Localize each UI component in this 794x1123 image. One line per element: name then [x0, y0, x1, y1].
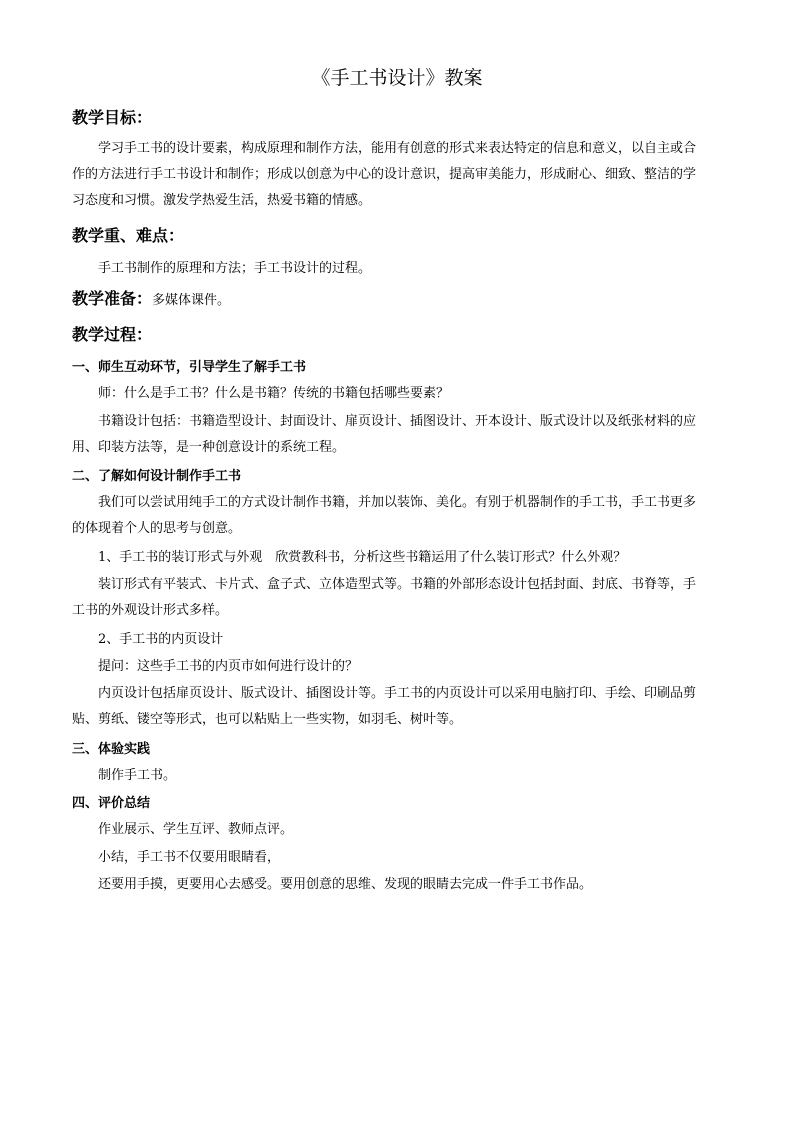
section-2-heading: 二、了解如何设计制作手工书 — [72, 469, 242, 484]
preparation-text: 多媒体课件。 — [152, 293, 231, 308]
section-3-paragraph: 制作手工书。 — [98, 768, 177, 783]
section-4-heading: 四、评价总结 — [72, 796, 151, 811]
section-4-paragraph: 作业展示、学生互评、教师点评。 — [98, 822, 294, 837]
goals-text: 学习手工书的设计要素，构成原理和制作方法，能用有创意的形式来表达特定的信息和意义，以自主或合作的方法进行手工书设计和制作；形成以创意为中心的设计意识，提高审美能力，形成耐心、细致、整洁的学习态度和习惯。激发学热爱生活，热爱书籍的情感。 — [72, 141, 697, 208]
section-2-paragraph: 2、手工书的内页设计 — [98, 632, 224, 647]
process-heading: 教学过程： — [72, 325, 153, 344]
preparation-heading — [72, 287, 230, 313]
section-2-paragraph: 1、手工书的装订形式与外观 欣赏教科书，分析这些书籍运用了什么装订形式？什么外观？ — [98, 550, 627, 565]
section-1-heading: 一、师生互动环节，引导学生了解手工书 — [72, 360, 307, 375]
section-2-paragraph: 我们可以尝试用纯手工的方式设计制作书籍，并加以装饰、美化。有别于机器制作的手工书，手工书更多的体现着个人的思考与创意。 — [72, 495, 697, 536]
preparation-label: 教学准备： — [72, 289, 153, 308]
section-2-paragraph: 内页设计包括扉页设计、版式设计、插图设计等。手工书的内页设计可以采用电脑打印、手绘、印刷品剪贴、剪纸、镂空等形式，也可以粘贴上一些实物，如羽毛、树叶等。 — [72, 686, 697, 727]
section-4-paragraph: 还要用手摸，更要用心去感受。要用创意的思维、发现的眼睛去完成一件手工书作品。 — [98, 877, 593, 892]
section-4-paragraph: 小结，手工书不仅要用眼睛看， — [98, 850, 281, 865]
section-3-heading: 三、体验实践 — [72, 742, 151, 757]
key-points-text: 手工书制作的原理和方法；手工书设计的过程。 — [98, 261, 372, 276]
section-1-paragraph: 师：什么是手工书？什么是书籍？传统的书籍包括哪些要素？ — [98, 386, 450, 401]
goals-heading: 教学目标： — [72, 108, 153, 127]
key-points-heading: 教学重、难点： — [72, 226, 185, 245]
section-2-paragraph: 提问：这些手工书的内页市如何进行设计的？ — [98, 659, 359, 674]
document-title: 《手工书设计》教案 — [311, 67, 483, 89]
section-2-paragraph: 装订形式有平装式、卡片式、盒子式、立体造型式等。书籍的外部形态设计包括封面、封底、书脊等，手工书的外观设计形式多样。 — [72, 577, 697, 618]
section-1-paragraph: 书籍设计包括：书籍造型设计、封面设计、扉页设计、插图设计、开本设计、版式设计以及纸张材料的应用、印装方法等，是一种创意设计的系统工程。 — [72, 414, 697, 455]
